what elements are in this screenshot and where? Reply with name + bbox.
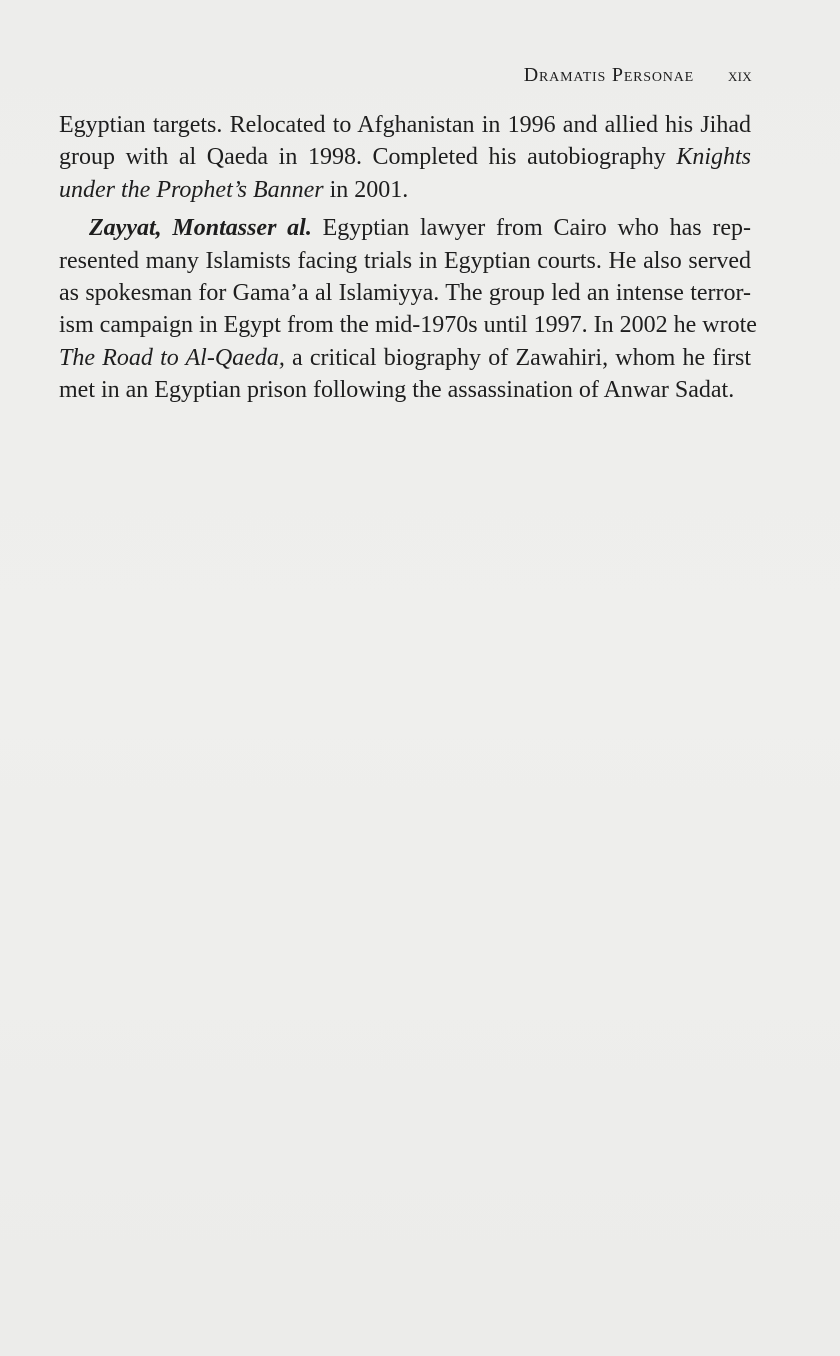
text-line: resented many Islamists facing trials in Egyptian courts. He also served: [59, 247, 751, 274]
book-title: Knights: [676, 144, 751, 171]
text-run: Egyptian lawyer from Cairo who has rep-: [311, 215, 751, 242]
entry-name: Zayyat, Montasser al.: [89, 215, 312, 242]
text-run: a critical biography of Zawahiri, whom he first: [284, 344, 752, 371]
text-line: as spokesman for Gama’a al Islamiyya. The group led an intense terror-: [59, 279, 751, 306]
text-run: in 2001.: [323, 176, 409, 203]
text-run: group with al Qaeda in 1998. Completed his autobiography: [59, 144, 666, 171]
text-line: [59, 212, 751, 244]
body-text: [59, 109, 757, 407]
text-line: [59, 141, 751, 173]
text-line: Egyptian targets. Relocated to Afghanistan in 1996 and allied his Jihad: [59, 112, 751, 138]
text-line: ism campaign in Egypt from the mid-1970s until 1997. In 2002 he wrote: [59, 312, 757, 339]
running-header: [524, 64, 752, 87]
text-line: [59, 174, 751, 206]
book-title: The Road to Al-Qaeda,: [59, 344, 285, 371]
page-number: xix: [727, 65, 752, 86]
text-line: met in an Egyptian prison following the assassination of Anwar Sadat.: [59, 377, 735, 404]
running-title: Dramatis Personae: [523, 64, 694, 86]
paragraph-continued-entry: [59, 109, 751, 206]
text-line: [59, 342, 751, 374]
paragraph-zayyat-entry: [59, 212, 757, 406]
book-title: under the Prophet’s Banner: [59, 176, 324, 203]
